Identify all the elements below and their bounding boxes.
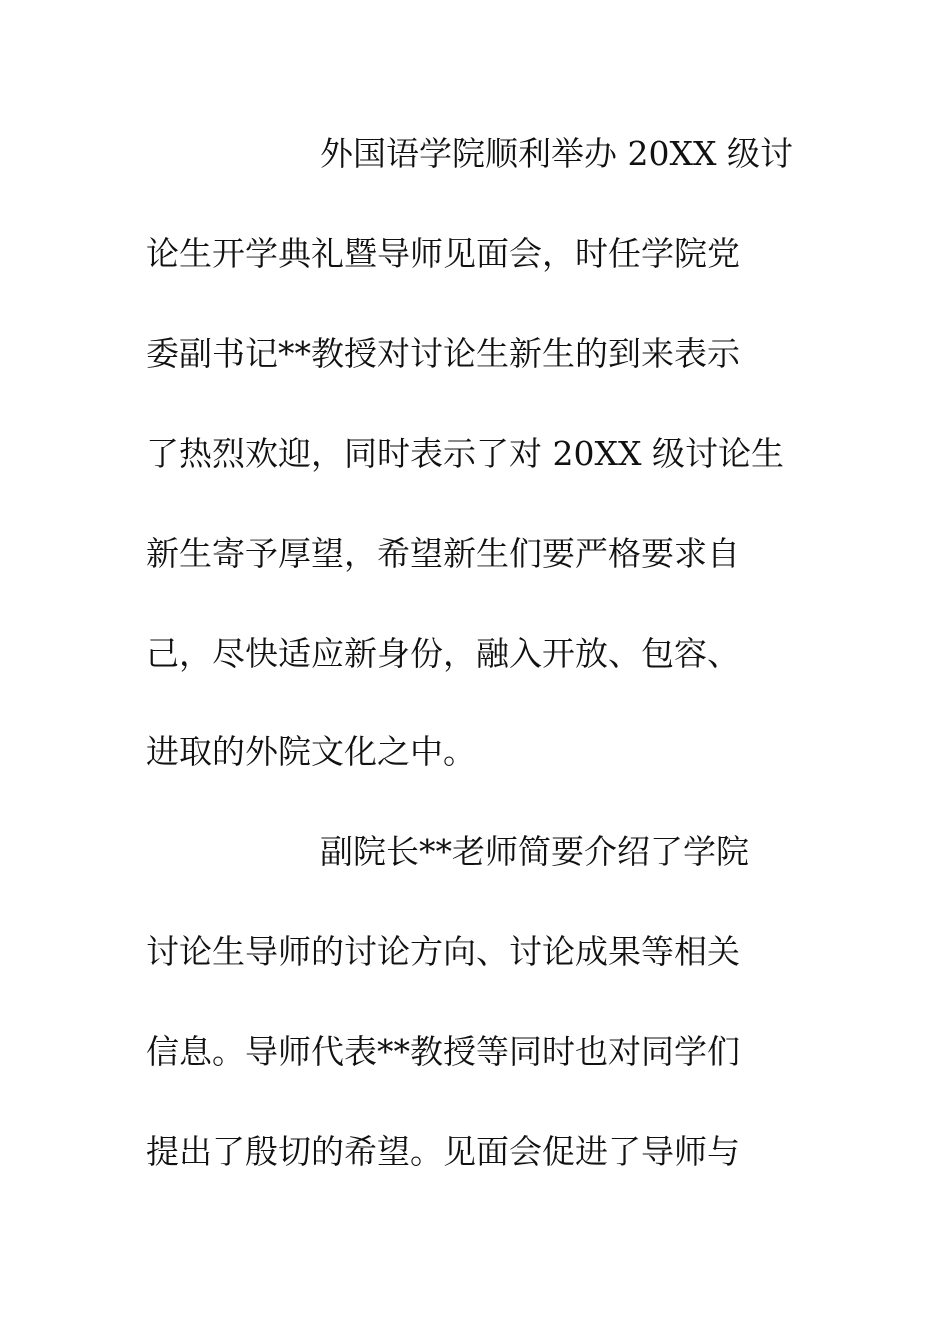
paragraph-2-line-4: 提出了殷切的希望。见面会促进了导师与	[146, 1132, 740, 1171]
paragraph-1-line-3: 委副书记**教授对讨论生新生的到来表示	[146, 334, 740, 373]
paragraph-1-line-2: 论生开学典礼暨导师见面会，时任学院党	[146, 234, 740, 273]
paragraph-1-line-1: 外国语学院顺利举办 20XX 级讨	[320, 134, 793, 173]
paragraph-1-line-7: 进取的外院文化之中。	[146, 732, 476, 771]
paragraph-2-line-2: 讨论生导师的讨论方向、讨论成果等相关	[146, 932, 740, 971]
paragraph-1-line-4: 了热烈欢迎，同时表示了对 20XX 级讨论生	[146, 434, 784, 473]
paragraph-1-line-5: 新生寄予厚望，希望新生们要严格要求自	[146, 534, 740, 573]
paragraph-1-line-6: 己，尽快适应新身份，融入开放、包容、	[146, 634, 740, 673]
paragraph-2-line-3: 信息。导师代表**教授等同时也对同学们	[146, 1032, 740, 1071]
paragraph-2-line-1: 副院长**老师简要介绍了学院	[320, 832, 749, 871]
